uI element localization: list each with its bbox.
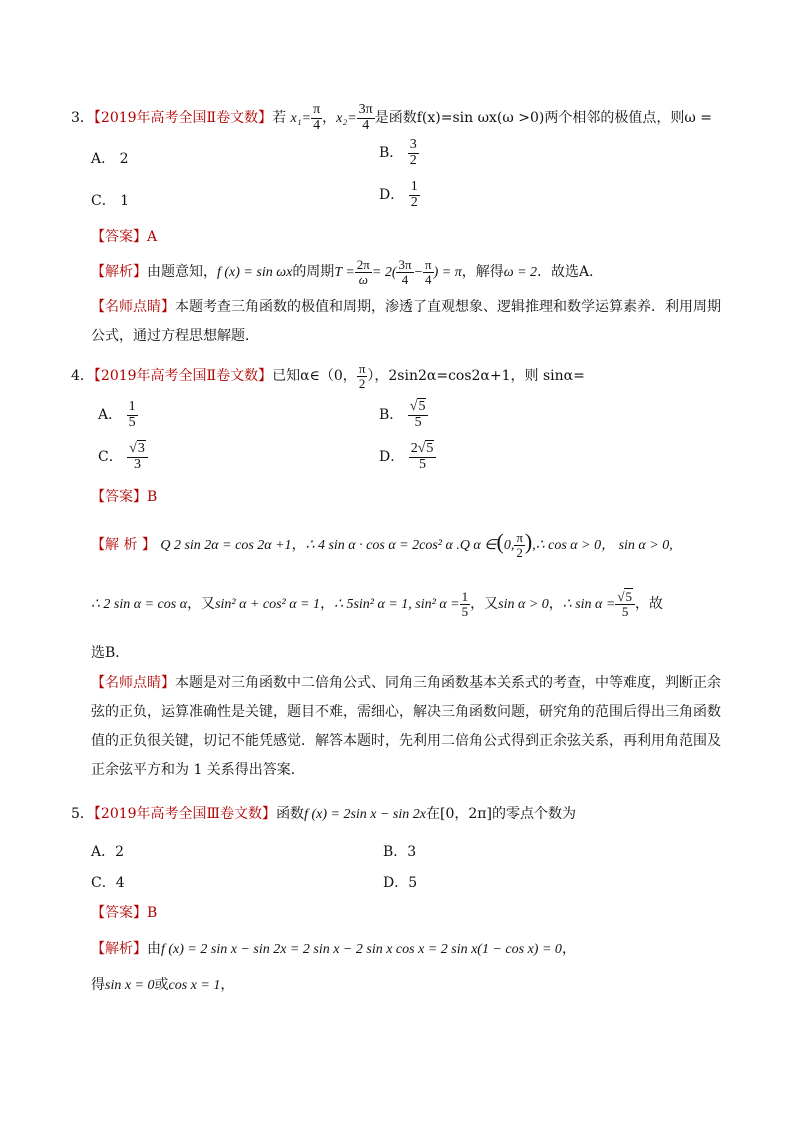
q4-stem-frac [357, 362, 368, 390]
q3-option-c [91, 190, 129, 210]
analysis-text: ， [291, 537, 306, 553]
analysis-math: T = [334, 265, 355, 280]
answer-value: B [147, 905, 158, 921]
analysis-math: ， sin α > 0, [601, 538, 673, 553]
frac-num [127, 442, 148, 458]
answer-tag: 【答案】 [91, 905, 147, 921]
q4-number: 4． [71, 368, 94, 384]
answer-value: B [147, 489, 158, 505]
analysis-text: 由题意知， [147, 264, 217, 280]
frac-den: 5 [128, 414, 136, 430]
q5-stem [71, 803, 576, 823]
interval-frac [514, 531, 525, 559]
analysis-math: f (x) = 2 sin x − sin 2x = 2 sin x − 2 sin x cos x = 2 sin x(1 − cos x) = 0 [161, 942, 562, 957]
comment-tag: 【名师点睛】 [91, 675, 175, 691]
option-label: B． [383, 844, 408, 860]
analysis-math: sin² α + cos² α = 1 [215, 597, 321, 612]
analysis-math: ) = π [433, 265, 462, 280]
analysis-text: ，故 [634, 596, 663, 612]
q3-sep: ， [322, 110, 337, 126]
option-value: 3 [407, 844, 417, 860]
q4-stem-text-2: ），2sin2α=cos2α+1，则 sinα= [367, 368, 585, 384]
analysis-text: 或 [154, 977, 169, 993]
analysis-math: sin x = 0 [105, 978, 155, 993]
q3-source: 【2019年高考全国Ⅱ卷文数】 [93, 110, 273, 126]
frac-den: 4 [362, 117, 370, 133]
frac-num [408, 400, 429, 416]
analysis-text: ，又 [470, 596, 499, 612]
frac-den: ω [358, 271, 368, 287]
q5-option-b [383, 841, 416, 861]
frac-num: π [516, 529, 523, 545]
option-value: 1 [120, 193, 130, 209]
answer-value: A [147, 229, 158, 245]
q5-option-d [383, 872, 417, 892]
q5-stem-math: f (x) = 2sin x − sin 2x [304, 807, 426, 822]
analysis-math: ∴ 2 sin α = cos α [91, 597, 188, 612]
radicand: 5 [418, 399, 426, 414]
analysis-text: ， [220, 977, 235, 993]
q3-x1: x₁= [290, 111, 312, 126]
q3-option-b [379, 138, 419, 168]
option-value: 2 [115, 844, 125, 860]
q5-option-a [91, 841, 124, 861]
q3-x1-frac [311, 103, 322, 133]
q4-analysis-line-1 [91, 522, 673, 562]
analysis-frac [355, 258, 372, 286]
analysis-math: cos x = 1 [168, 978, 221, 993]
q3-stem-text-2: 是函数f(x)=sin ωx(ω >0)两个相邻的极值点，则ω = [374, 110, 712, 126]
analysis-text: 选B． [91, 645, 130, 661]
q3-option-d [379, 180, 420, 210]
analysis-text: 得 [91, 977, 105, 993]
frac-den: 4 [425, 271, 432, 287]
analysis-text: ， [548, 596, 563, 612]
frac-num: π [358, 360, 366, 376]
answer-tag: 【答案】 [91, 229, 147, 245]
frac-den: 4 [401, 271, 409, 287]
analysis-text: ，解得 [461, 264, 504, 280]
q3-comment [91, 293, 723, 351]
analysis-text: ， [561, 941, 576, 957]
coef: 2 [410, 441, 418, 456]
analysis-tag: 【解析】 [91, 941, 147, 957]
analysis-math: ∴ 4 sin α · cos α = 2cos² α .Q α ∈ [305, 538, 497, 553]
q4-option-a [98, 400, 138, 430]
frac-num: 3π [398, 256, 412, 272]
analysis-text: ．故选A． [537, 264, 604, 280]
answer-tag: 【答案】 [91, 489, 147, 505]
q4-stem [71, 358, 585, 394]
option-label: D． [383, 875, 409, 891]
analysis-text: ， [320, 596, 335, 612]
paren-open: ( [496, 529, 504, 554]
frac-num: π [425, 256, 432, 272]
q5-number: 5． [71, 806, 94, 822]
analysis-frac [423, 258, 434, 286]
q4-source: 【2019年高考全国Ⅱ卷文数】 [93, 368, 273, 384]
option-value: 5 [408, 875, 418, 891]
q5-option-c [91, 872, 125, 892]
option-frac [127, 400, 138, 430]
q4-analysis-line-2 [91, 584, 663, 624]
analysis-text: 由 [147, 941, 161, 957]
frac-num: 1 [410, 179, 418, 194]
q3-option-a [91, 148, 129, 168]
q5-source: 【2019年高考全国Ⅲ卷文数】 [93, 806, 277, 822]
q4-analysis-line-3 [91, 642, 129, 662]
radicand: 5 [426, 441, 434, 456]
q4-option-c [98, 442, 148, 472]
option-label: A． [91, 844, 116, 860]
analysis-math: = 2( [371, 265, 397, 280]
analysis-tag: 【解 析 】 [91, 537, 156, 553]
frac-den: 4 [313, 117, 321, 133]
option-label: A． [91, 151, 116, 167]
radicand: 3 [137, 441, 145, 456]
analysis-math: ,∴ cos α > 0 [532, 538, 602, 553]
analysis-math: sin α > 0 [498, 597, 549, 612]
q4-comment [91, 669, 723, 785]
option-label: C． [91, 875, 116, 891]
option-frac [409, 180, 420, 210]
option-value: 4 [115, 875, 125, 891]
frac-den: 5 [621, 603, 629, 619]
analysis-frac [396, 258, 413, 286]
paren-close: ) [524, 529, 533, 554]
analysis-math: ∴ 5sin² α = 1, sin² α = [334, 597, 460, 612]
q5-stem-text: 函数 [276, 806, 305, 822]
q3-analysis [91, 254, 603, 290]
frac-num: 3π [358, 101, 373, 117]
option-frac [408, 400, 429, 430]
analysis-tag: 【解析】 [91, 264, 147, 280]
option-label: D． [379, 187, 405, 204]
frac-den: 5 [419, 456, 427, 472]
frac-den: 5 [461, 603, 469, 619]
option-frac [127, 442, 148, 472]
option-frac [408, 138, 419, 168]
option-label: C． [98, 449, 123, 466]
frac-den: 3 [134, 456, 142, 472]
q3-x2: x₂= [336, 111, 357, 126]
interval-start: 0, [503, 538, 515, 553]
analysis-math: Q 2 sin 2α = cos 2α +1 [160, 538, 292, 553]
analysis-math: f (x) = sin ωx [217, 265, 293, 280]
q4-stem-text: 已知α∈（0， [272, 368, 357, 384]
q5-stem-text-2: 在[0，2π]的零点个数为 [426, 806, 576, 822]
frac-num: π [313, 101, 321, 117]
frac-num [615, 590, 635, 605]
sqrt: √3 [129, 441, 145, 456]
analysis-text: ，又 [187, 596, 216, 612]
analysis-math: − [413, 265, 424, 280]
frac-den: 2 [358, 375, 366, 391]
option-value: 2 [119, 151, 129, 167]
q3-stem [71, 100, 712, 136]
option-label: B． [379, 145, 404, 162]
q5-answer [91, 902, 157, 922]
frac-num: 1 [461, 588, 469, 604]
analysis-text: 的周期 [292, 264, 335, 280]
frac-den: 2 [409, 152, 417, 168]
q5-analysis-line-1 [91, 938, 576, 958]
sqrt: √5 [417, 441, 434, 456]
q4-answer [91, 486, 157, 506]
q3-answer [91, 226, 157, 246]
frac-den: 2 [516, 544, 523, 560]
option-label: C． [91, 193, 116, 209]
option-label: D． [379, 449, 405, 466]
q4-option-d [379, 442, 436, 472]
option-label: A． [98, 407, 123, 424]
q5-analysis-line-2 [91, 974, 234, 994]
analysis-math: ∴ sin α = [562, 597, 616, 612]
frac-den: 5 [414, 414, 422, 430]
comment-text: 本题考查三角函数的极值和周期，渗透了直观想象、逻辑推理和数学运算素养．利用周期公式，通过方程思想解题． [91, 299, 721, 344]
sqrt: √5 [409, 399, 426, 414]
frac-num: 1 [128, 399, 136, 414]
frac-num: 3 [409, 137, 417, 152]
q4-option-b [379, 400, 428, 430]
frac-num [409, 442, 437, 458]
comment-text: 本题是对三角函数中二倍角公式、同角三角函数基本关系式的考查，中等难度，判断正余弦的正负，运算准确性是关键，题目不难，需细心，解决三角函数问题，研究角的范围后得出三角函数值的正负很关键，切记不能凭感觉．解答本题时，先利用二倍角公式得到正余弦关系，再利用角范围及正余弦平方和为 1 关系得出答案． [91, 675, 721, 778]
analysis-frac [460, 590, 471, 618]
comment-tag: 【名师点睛】 [91, 299, 175, 315]
q3-stem-text: 若 [272, 110, 287, 126]
sqrt: √5 [617, 588, 632, 604]
frac-den: 2 [410, 194, 418, 210]
analysis-math: ω = 2 [503, 265, 538, 280]
q3-number: 3． [71, 110, 94, 126]
option-frac [409, 442, 437, 472]
analysis-frac [615, 590, 635, 618]
q3-x2-frac [357, 103, 375, 133]
radicand: 5 [625, 588, 632, 604]
frac-num: 2π [356, 256, 370, 272]
option-label: B． [379, 407, 404, 424]
